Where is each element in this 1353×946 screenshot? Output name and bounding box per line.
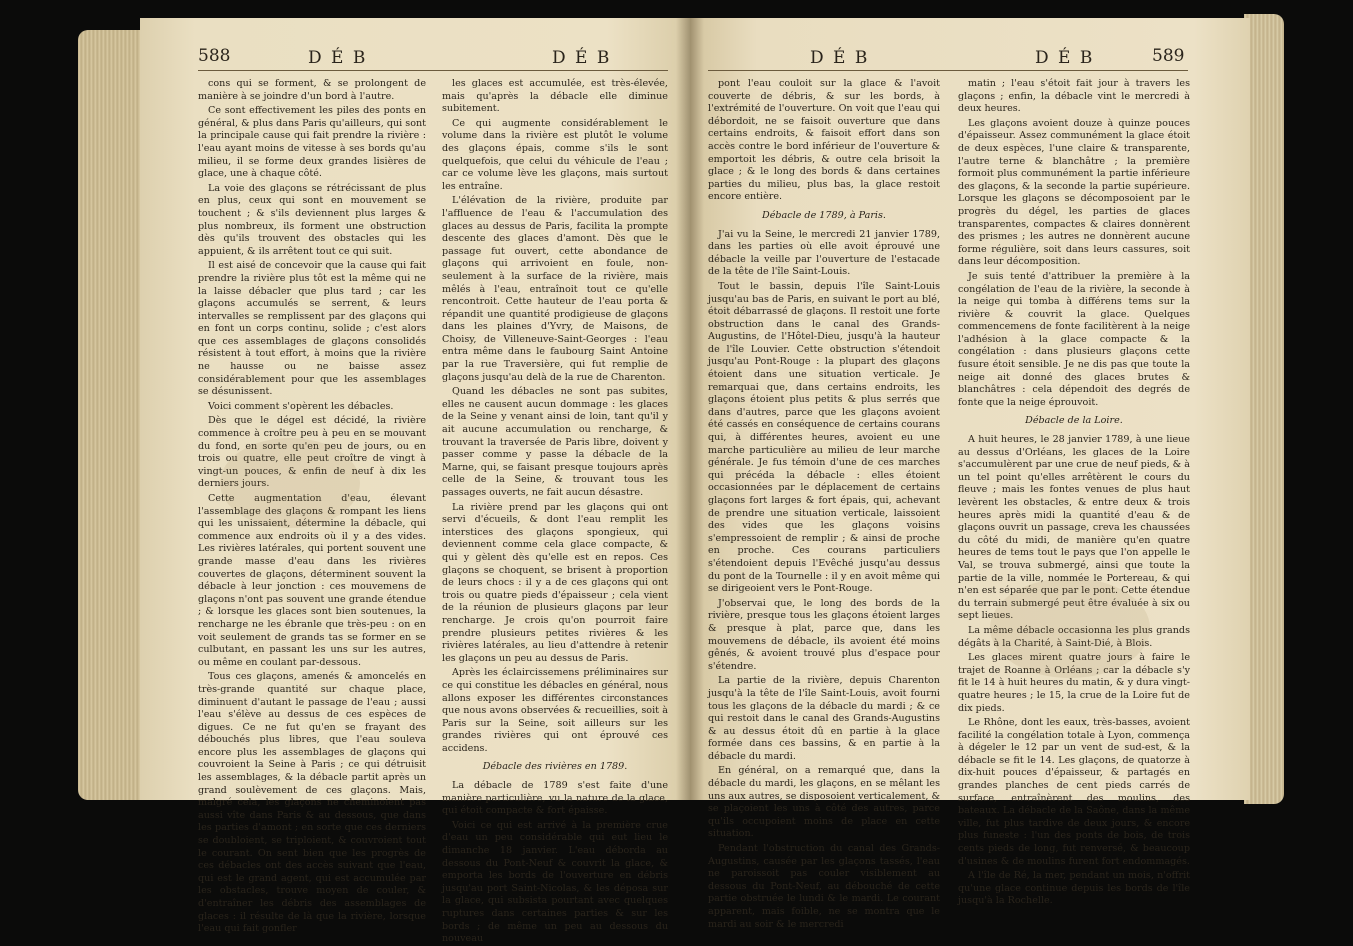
right-running-header-1: D É B — [810, 48, 870, 68]
paragraph: A huit heures, le 28 janvier 1789, à une lieue au dessus d'Orléans, les glaces de la Loire s'accumulèrent par une crue de neuf pieds, & à un tel point qu'elles arrêtèrent le cours du fleuve ; mais les fontes venues de plus haut levèrent les obstacles, & entre deux & trois heures après midi la quantité d'eau & de glaçons ouvrit un passage, creva les chaussées du côté du midi, de manière qu'en quatre heures de tems tout le pays que l'on appelle le Val, se trouva submergé, ainsi que toute la partie de la ville, nommée le Portereau, & qui n'en est séparée que par le pont. Cette étendue du terrain submergé peut être évaluée à six ou sept lieues. — [958, 434, 1190, 622]
paragraph: La débacle de 1789 s'est faite d'une manière particulière, vu la nature de la glace, qui étoit compacte & fort épaisse. — [442, 780, 668, 817]
paragraph: Après les éclaircissemens préliminaires sur ce qui constitue les débacles en général, nous allons exposer les différentes circonstances que nous avons observées & recueillies, soit à Paris sur la Seine, soit ailleurs sur les grandes rivières qui ont éprouvé ces accidens. — [442, 667, 668, 754]
paragraph: La voie des glaçons se rétrécissant de plus en plus, ceux qui sont en mouvement se touchent ; & s'ils deviennent plus larges & plus nombreux, ils forment une obstruction dès qu'ils trouvent des obstacles qui les appuient, & ils arrêtent tout ce qui suit. — [198, 182, 426, 257]
paragraph: Cette augmentation d'eau, élevant l'assemblage des glaçons & rompant les liens qui les unissaient, détermine la débacle, qui commence aux endroits où il y a des vides. Les rivières latérales, qui portent souvent une grande masse d'eau dans les rivières couvertes de glaçons, déterminent souvent la débacle à leur jonction : ces mouvemens de glaçons n'ont pas souvent une grande étendue ; & lorsque les glaces sont bien soutenues, la rencharge ne les ébranle que très-peu : on en voit seulement de grands tas se former en se culbutant, en passant les uns sur les autres, ou même en coulant par-dessous. — [198, 493, 426, 668]
section-heading: Débacle des rivières en 1789. — [482, 761, 628, 773]
paragraph: Les glaces mirent quatre jours à faire le trajet de Roanne à Orléans ; car la débacle s'y fit le 14 à huit heures du matin, & y dura vingt-quatre heures ; le 15, la crue de la Loire fut de dix pieds. — [958, 652, 1190, 714]
right-column-2 — [958, 78, 1190, 907]
right-column-1 — [708, 78, 940, 930]
paragraph: En général, on a remarqué que, dans la débacle du mardi, les glaçons, en se mêlant les uns aux autres, se disposoient verticalement, & se plaçoient les uns à côté des autres, parce qu'ils occupoient moins de place en cette situation. — [708, 765, 940, 840]
paragraph: La partie de la rivière, depuis Charenton jusqu'à la tête de l'île Saint-Louis, avoit fourni tous les glaçons de la débacle du mardi ; & ce qui restoit dans le canal des Grands-Augustins & au dessus étoit dû en partie à la glace formée dans ces bassins, & en partie à la débacle du mardi. — [708, 675, 940, 762]
paragraph: Pendant l'obstruction du canal des Grands-Augustins, causée par les glaçons tassés, l'eau ne paroissoit pas couler visiblement au dessous du Pont-Neuf, au débouché de cette partie obstruée le lundi & le mardi. Le courant apparent, mais foible, ne se montra que le mardi au soir & le mercredi — [708, 843, 940, 930]
section-heading: Débacle de 1789, à Paris. — [762, 209, 886, 221]
section-heading: Débacle de la Loire. — [1025, 415, 1123, 427]
paragraph: matin ; l'eau s'étoit fait jour à travers les glaçons ; enfin, la débacle vint le mercredi à deux heures. — [958, 78, 1190, 115]
paragraph: A l'île de Ré, la mer, pendant un mois, n'offrit qu'une glace continue depuis les bords de l'île jusqu'à la Rochelle. — [958, 870, 1190, 907]
paragraph: J'ai vu la Seine, le mercredi 21 janvier 1789, dans les parties où elle avoit éprouvé une débacle la veille par l'ouverture de l'estacade de la tête de l'île Saint-Louis. — [708, 228, 940, 278]
paragraph: Les glaçons avoient douze à quinze pouces d'épaisseur. Assez communément la glace étoit de deux espèces, l'une claire & transparente, l'autre terne & blanchâtre ; la première formoit plus communément la partie inférieure des glaçons, & la seconde la partie supérieure. Lorsque les glaçons se décomposoient par le progrès du dégel, les parties de glaces transparentes, compactes & claires donnèrent des prismes ; les autres ne donnèrent aucune forme régulière, soit dans leurs cassures, soit dans leur décomposition. — [958, 117, 1190, 268]
paragraph: Le Rhône, dont les eaux, très-basses, avoient facilité la congélation totale à Lyon, commença à dégeler le 12 par un vent de sud-est, & la débacle se fit le 14. Les glaçons, de quatorze à dix-huit pouces d'épaisseur, & partagés en grandes planches de cent pieds carrés de surface, entraînèrent des moulins, des bateaux. La débacle de la Saône, dans la même ville, fut plus tardive de deux jours, & encore plus funeste : l'un des ponts de bois, de trois cents pieds de long, fut renversé, & beaucoup d'usines & de moulins furent fort endommagés. — [958, 717, 1190, 867]
paper-stain — [990, 578, 1150, 678]
paragraph: pont l'eau couloit sur la glace & l'avoit couverte de débris, & sur les bords, à l'extrémité de l'ouverture. On voit que l'eau qui débordoit, ne se faisoit ouverture que dans certains endroits, & faisoit effort dans son accès contre le bord inférieur de l'ouverture & emportoit les débris, & outre cela brisoit la glace ; & le long des bords & dans certaines parties du milieu, plus bas, la glace restoit encore entière. — [708, 78, 940, 203]
left-column-1 — [198, 78, 427, 935]
paragraph: Dès que le dégel est décidé, la rivière commence à croître peu à peu en se mouvant du fond, en sorte qu'en peu de jours, ou en trois ou quatre, elle peut croître de vingt à vingt-un pouces, & enfin de neuf à dix les derniers jours. — [198, 415, 426, 490]
paragraph: La rivière prend par les glaçons qui ont servi d'écueils, & dont l'eau remplit les interstices des glaçons spongieux, qui deviennent comme cela glace compacte, & qui y gèlent dès qu'elle est en repos. Ces glaçons se choquent, se brisent à proportion de leurs chocs : il y a de ces glaçons qui ont trois ou quatre pieds d'épaisseur ; cela vient de la réunion de plusieurs glaçons par leur rencharge. Je crois qu'on pourroit faire prendre plusieurs petites rivières & les rivières latérales, au lieu d'attendre à retenir les glaçons un peu au dessus de Paris. — [442, 501, 668, 664]
paragraph: Tous ces glaçons, amenés & amoncelés en très-grande quantité sur chaque place, diminuent d'autant le passage de l'eau ; aussi l'eau s'élève au dessus de ces espèces de digues. Ce ne fut qu'en se frayant des débouchés plus libres, que l'eau souleva encore plus les assemblages de glaçons qui couvroient la Seine à Paris ; ce qui détruisit les assemblages, & la débacle partit après un grand soulèvement de ces glaçons. Mais, malgré cela, les glaçons ne cheminoient pas aussi vîte dans Paris & au dessous, que dans les parties d'amont ; en sorte que ces derniers se doubloient, se triploient, & couvroient tout le courant. On sent bien que les progrès de ces débacles ont des accès suivant que l'eau, qui est le grand agent, qui est accumulée par les obstacles, trouve moyen de couler, & d'entraîner les débris des assemblages de glaces : il résulte de là que la rivière, lorsque l'eau qui fait gonfler — [198, 671, 426, 935]
header-rule — [708, 70, 1188, 71]
left-running-header-2: D É B — [552, 48, 612, 68]
book-gutter — [676, 18, 704, 800]
paragraph: Voici comment s'opèrent les débacles. — [208, 400, 394, 412]
paragraph: les glaces est accumulée, est très-élevée, mais qu'après la débacle elle diminue subitement. — [442, 78, 668, 115]
paragraph: Il est aisé de concevoir que la cause qui fait prendre la rivière plus tôt est la même qui ne la laisse débacler que plus tard ; car les glaçons accumulés se serrent, & leurs intervalles se remplissent par des glaçons qui en font un corps continu, solide ; c'est alors que ces assemblages de glaçons consolidés résistent à tout effort, à moins que la rivière ne hausse ou ne baisse assez considérablement pour que les assemblages se désunissent. — [198, 260, 426, 398]
paragraph: Voici ce qui est arrivé à la première crue d'eau un peu considérable qui eut lieu le dimanche 18 janvier. L'eau déborda au dessous du Pont-Neuf & couvrit la glace, & emporta les bords de l'ouverture en débris jusqu'au port Saint-Nicolas, & les déposa sur la glace, qui subsista pourtant avec quelques ruptures dans certaines parties & sur les bords ; de même un peu au dessous du nouveau — [442, 819, 668, 945]
paragraph: cons qui se forment, & se prolongent de manière à se joindre d'un bord à l'autre. — [198, 78, 426, 102]
paragraph: Tout le bassin, depuis l'île Saint-Louis jusqu'au bas de Paris, en suivant le port au blé, étoit débarrassé de glaçons. Il restoit une forte obstruction dans le canal des Grands-Augustins, de l'Hôtel-Dieu, jusqu'à la hauteur de l'île Louvier. Cette obstruction s'étendoit jusqu'au Pont-Rouge : la plupart des glaçons étoient dans une situation verticale. Je remarquai que, dans certains endroits, les glaçons étoient plus petits & plus serrés que dans d'autres, parce que les glaçons avoient été cassés en conséquence de certains courans qui, à différentes heures, avoient eu une marche particulière au milieu de leur marche générale. Je fus témoin d'une de ces marches qui précéda la débacle : elles étoient occasionnées par le déplacement de certains glaçons fort larges & fort épais, qui, achevant de prendre une situation verticale, laissoient des vides que les glaçons voisins s'empressoient de remplir ; & ainsi de proche en proche. Ces courans particuliers s'étendoient depuis l'Evêché jusqu'au dessus du pont de la Tournelle : il y en avoit même qui se dirigeoient vers le Pont-Rouge. — [708, 280, 940, 595]
right-page-number: 589 — [1152, 46, 1185, 66]
left-column-2 — [442, 78, 668, 945]
paragraph: J'observai que, le long des bords de la rivière, presque tous les glaçons étoient larges & presque à plat, parce que, dans les mouvemens de débacle, ils avoient été moins gênés, & avoient trouvé plus d'espace pour s'étendre. — [708, 597, 940, 672]
right-running-header-2: D É B — [1035, 48, 1095, 68]
paragraph: Quand les débacles ne sont pas subites, elles ne causent aucun dommage : les glaces de la Seine y venant ainsi de loin, tant qu'il y ait aucune accumulation ou rencharge, & trouvant la traversée de Paris libre, doivent y passer comme y passe la débacle de la Marne, qui, se faisant presque toujours après celle de la Seine, & trouvant tous les passages ouverts, ne fait aucun désastre. — [442, 386, 668, 498]
left-page-edges — [78, 30, 146, 800]
header-rule — [198, 70, 668, 71]
left-page — [140, 18, 690, 945]
right-page — [690, 18, 1250, 930]
right-page-edges — [1244, 14, 1284, 804]
paragraph: L'élévation de la rivière, produite par l'affluence de l'eau & l'accumulation des glaces au dessus de Paris, facilita la prompte descente des glaces d'amont. Dès que le passage fut ouvert, cette abondance de glaçons qui arrivoient en foule, non-seulement à la surface de la rivière, mais mêlés à l'eau, entraînoit tout ce qu'elle rencontroit. Cette hauteur de l'eau porta & répandit une quantité prodigieuse de glaçons dans les plaines d'Yvry, de Maisons, de Choisy, de Villeneuve-Saint-Georges : l'eau entra même dans le faubourg Saint Antoine par la rue Traversière, qui fut remplie de glaçons jusqu'au delà de la rue de Charenton. — [442, 195, 668, 383]
paper-stain — [220, 438, 360, 528]
paragraph: Je suis tenté d'attribuer la première à la congélation de l'eau de la rivière, la seconde à la neige qui tomba à différens tems sur la rivière & couvrit la glace. Quelques commencemens de fonte facilitèrent à la neige l'adhésion à la glace compacte & la congélation : dans plusieurs glaçons cette fusure étoit sensible. Je ne dis pas que toute la neige ait donné des glaces brutes & blanchâtres : cela dépendoit des degrés de fonte que la neige éprouvoit. — [958, 270, 1190, 408]
left-running-header: D É B — [308, 48, 368, 68]
paragraph: La même débacle occasionna les plus grands dégâts à la Charité, à Saint-Dié, à Blois. — [958, 624, 1190, 649]
left-page-number: 588 — [198, 46, 231, 66]
paragraph: Ce qui augmente considérablement le volume dans la rivière est plutôt le volume des glaçons épais, comme s'ils le sont quelquefois, que celui du véhicule de l'eau ; car ce volume lève les glaçons, mais surtout les entraîne. — [442, 117, 668, 192]
paragraph: Ce sont effectivement les piles des ponts en général, & plus dans Paris qu'ailleurs, qui sont la principale cause qui fait prendre la rivière : l'eau ayant moins de vitesse à ses bords qu'au milieu, il se forme deux grandes lisières de glace, une à chaque côté. — [198, 105, 427, 180]
